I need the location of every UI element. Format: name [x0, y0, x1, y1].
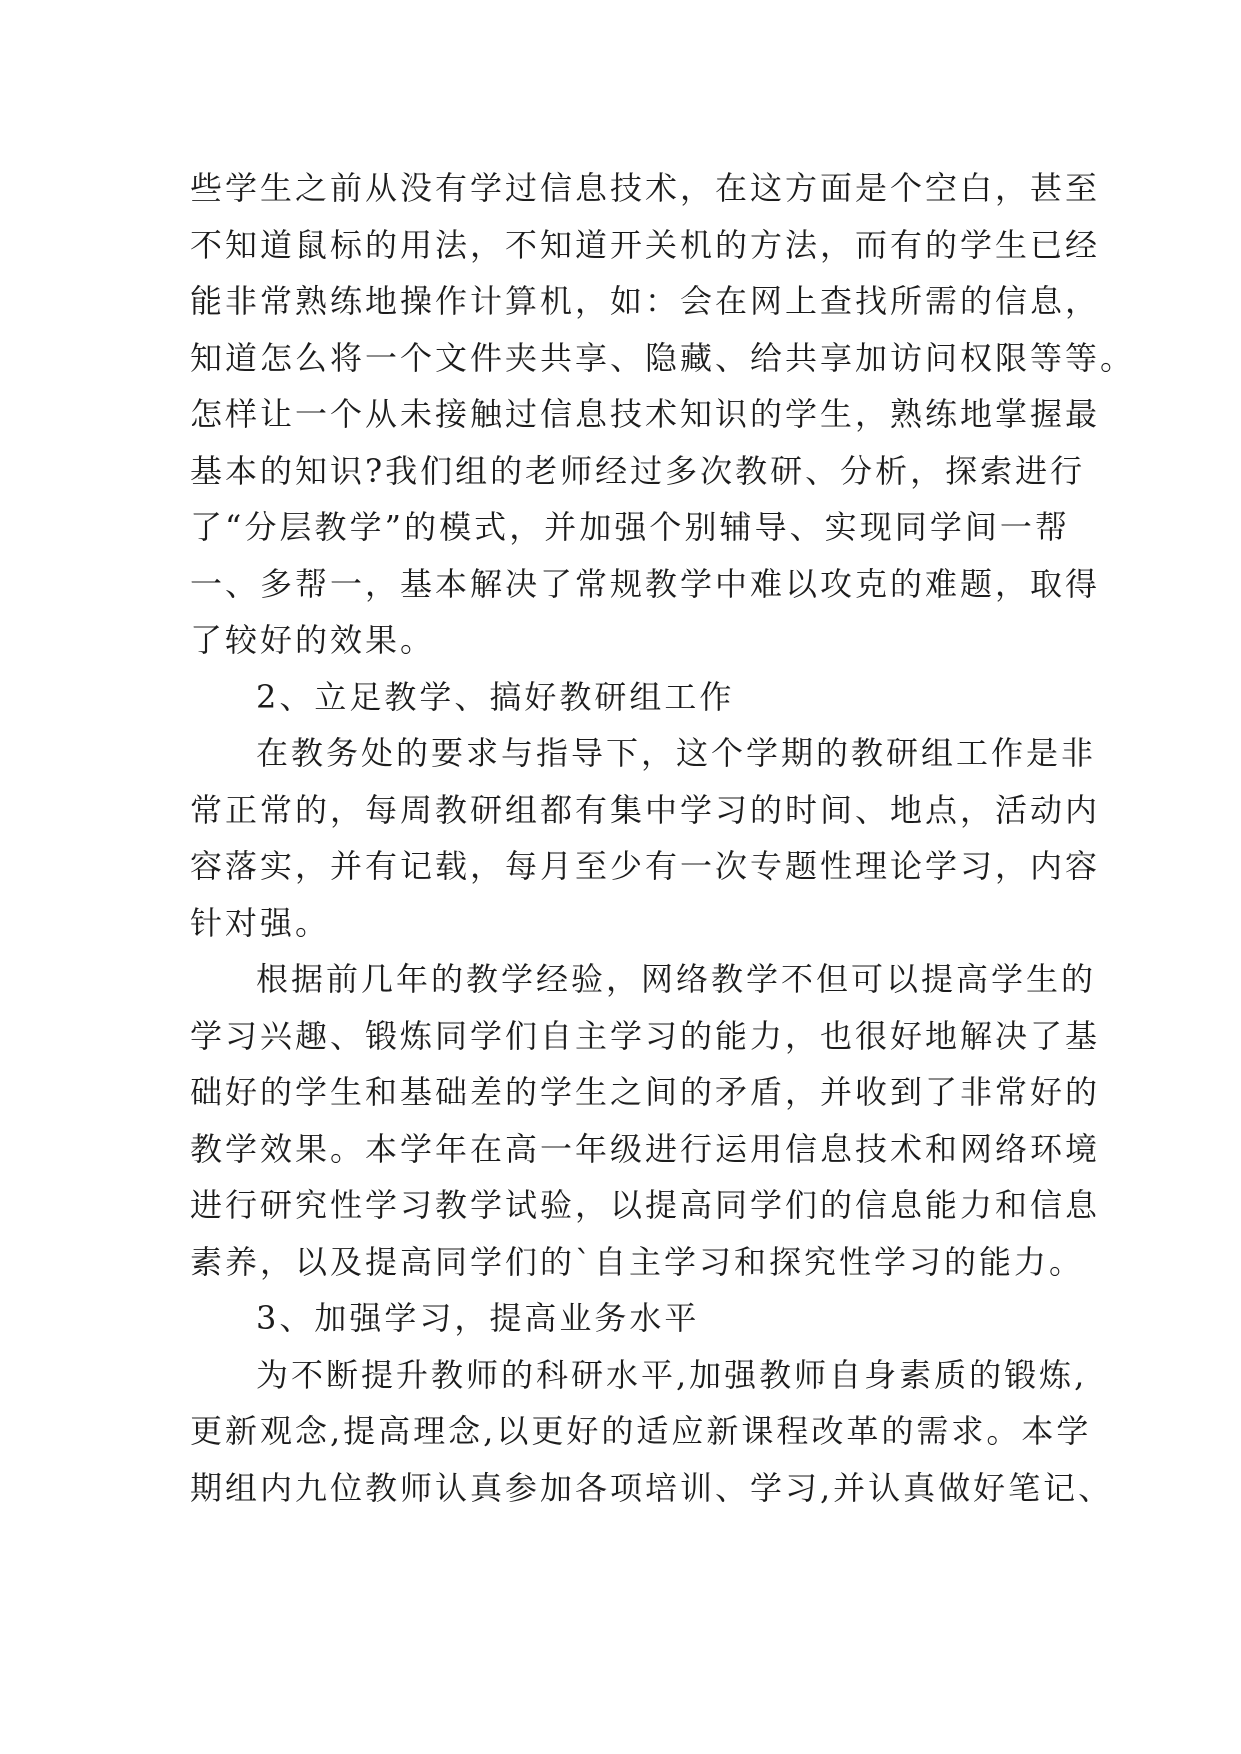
text-line: 更新观念,提高理念,以更好的适应新课程改革的需求。本学 — [190, 1412, 1092, 1450]
text-line: 能非常熟练地操作计算机，如：会在网上查找所需的信息， — [190, 282, 1101, 320]
text-line: 不知道鼠标的用法，不知道开关机的方法，而有的学生已经 — [190, 225, 1101, 264]
text-line: 础好的学生和基础差的学生之间的矛盾，并收到了非常好的 — [190, 1073, 1101, 1111]
text-line: 学习兴趣、锻炼同学们自主学习的能力，也很好地解决了基 — [190, 1016, 1101, 1055]
text-line: 基本的知识?我们组的老师经过多次教研、分析，探索进行 — [190, 451, 1086, 490]
text-line: 进行研究性学习教学试验，以提高同学们的信息能力和信息 — [190, 1186, 1101, 1224]
text-line: 常正常的，每周教研组都有集中学习的时间、地点，活动内 — [190, 790, 1101, 829]
section-heading: 3、加强学习，提高业务水平 — [256, 1299, 700, 1337]
document-body — [190, 160, 1136, 1516]
text-line: 根据前几年的教学经验，网络教学不但可以提高学生的 — [256, 960, 1097, 998]
text-line: 容落实，并有记载，每月至少有一次专题性理论学习，内容 — [190, 847, 1101, 885]
text-line: 了“分层教学”的模式，并加强个别辅导、实现同学间一帮 — [190, 508, 1070, 546]
text-line: 针对强。 — [190, 903, 331, 942]
text-line: 一、多帮一，基本解决了常规教学中难以攻克的难题，取得 — [190, 564, 1101, 603]
text-line: 知道怎么将一个文件夹共享、隐藏、给共享加访问权限等等。 — [190, 338, 1136, 377]
text-line: 素养，以及提高同学们的`自主学习和探究性学习的能力。 — [190, 1242, 1085, 1281]
section-heading: 2、立足教学、搞好教研组工作 — [256, 677, 735, 716]
text-line: 期组内九位教师认真参加各项培训、学习,并认真做好笔记、 — [190, 1468, 1114, 1507]
text-line: 在教务处的要求与指导下，这个学期的教研组工作是非 — [256, 734, 1097, 772]
text-line: 为不断提升教师的科研水平,加强教师自身素质的锻炼, — [256, 1355, 1088, 1394]
text-line: 些学生之前从没有学过信息技术，在这方面是个空白，甚至 — [190, 169, 1101, 207]
text-line: 教学效果。本学年在高一年级进行运用信息技术和网络环境 — [190, 1129, 1101, 1168]
text-line: 了较好的效果。 — [190, 621, 436, 659]
text-line: 怎样让一个从未接触过信息技术知识的学生，熟练地掌握最 — [190, 395, 1101, 433]
